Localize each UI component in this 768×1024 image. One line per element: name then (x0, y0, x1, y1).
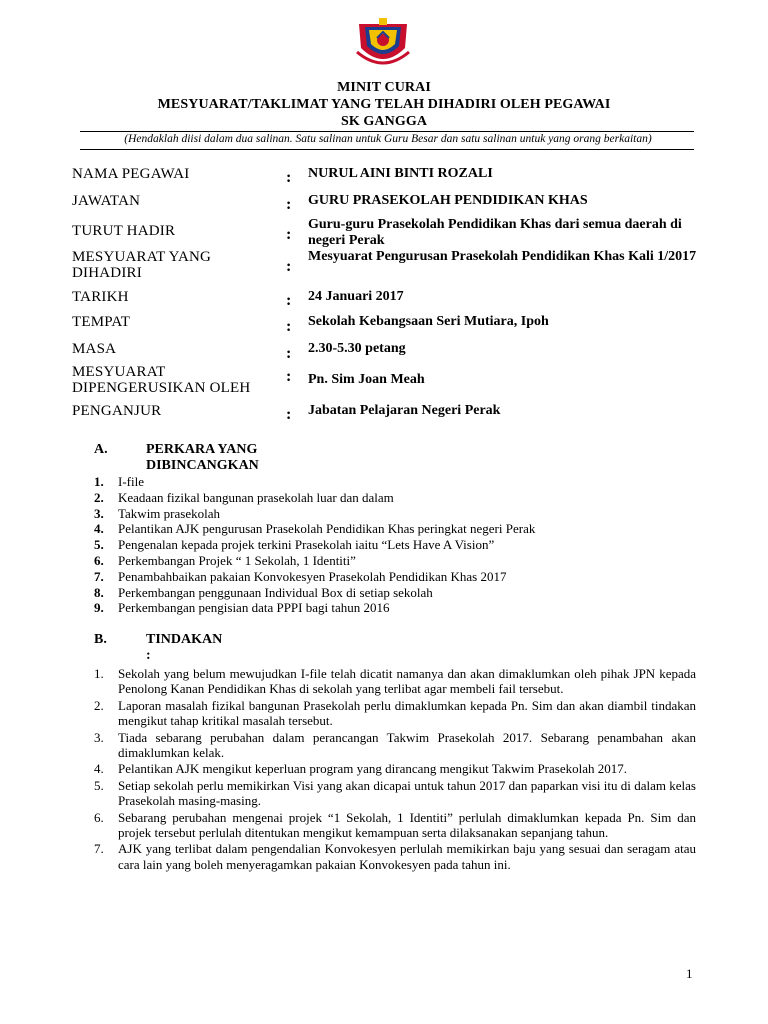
divider (80, 131, 694, 132)
item-text: Pengenalan kepada projek terkini Prasekolah iaitu “Lets Have A Vision” (118, 537, 495, 553)
item-number: 2. (94, 489, 104, 505)
list-item (94, 600, 704, 616)
item-text: Perkembangan Projek “ 1 Sekolah, 1 Identiti” (118, 552, 356, 568)
item-text: I-file (118, 474, 144, 489)
item-text: Perkembangan pengisian data PPPI bagi tahun 2016 (118, 600, 390, 616)
ministry-crest-logo (355, 18, 411, 70)
item-text: Sekolah yang belum mewujudkan I-file telah dicatit namanya dan akan dimaklumkan oleh pihak JPN kepada Penolong Kanan Pendidikan Khas di sekolah yang terlibat agar membeli fail tersebut. (118, 666, 696, 697)
info-label: TURUT HADIR (72, 223, 176, 239)
section-title: PERKARA YANG DIBINCANGKAN (146, 442, 259, 473)
doc-title: MINIT CURAI (337, 80, 431, 95)
info-label: MESYUARAT YANG DIHADIRI (72, 249, 212, 281)
item-number: 1. (94, 666, 104, 681)
item-number: 5. (94, 537, 104, 553)
doc-subtitle: MESYUARAT/TAKLIMAT YANG TELAH DIHADIRI OLEH PEGAWAI (157, 97, 611, 112)
info-label: MESYUARAT DIPENGERUSIKAN OLEH (72, 364, 251, 396)
info-value: GURU PRASEKOLAH PENDIDIKAN KHAS (308, 193, 588, 208)
list-item (94, 810, 696, 841)
item-number: 7. (94, 568, 104, 584)
item-text: Tiada sebarang perubahan dalam perancangan Takwim Prasekolah 2017. Sebarang penambahan akan dimaklumkan kelak. (118, 729, 696, 761)
item-number: 5. (94, 777, 104, 793)
list-item (94, 585, 704, 601)
item-text: Takwim prasekolah (118, 505, 220, 521)
item-text: AJK yang terlibat dalam pengendalian Konvokesyen perlulah memikirkan baju yang sesuai dan seragam atau cara lain yang boleh menyeragamkan pakaian Konvokesyen pada tahun ini. (118, 841, 696, 872)
info-label: MASA (72, 341, 117, 357)
section-title: TINDAKAN : (146, 632, 223, 663)
item-number: 4. (94, 761, 104, 777)
divider (80, 149, 694, 150)
info-colon: : (286, 258, 292, 275)
info-value: Sekolah Kebangsaan Seri Mutiara, Ipoh (308, 314, 549, 329)
info-colon: : (286, 368, 292, 385)
info-colon: : (286, 196, 292, 213)
section-b-list (94, 666, 696, 873)
info-value: 2.30-5.30 petang (308, 341, 406, 356)
info-label: PENGANJUR (72, 403, 162, 419)
info-value: Pn. Sim Joan Meah (308, 372, 425, 387)
list-item (94, 490, 704, 506)
list-item (94, 666, 696, 697)
instruction-note: (Hendaklah diisi dalam dua salinan. Satu salinan untuk Guru Besar dan satu salinan untuk yang orang berkaitan) (124, 133, 652, 145)
item-number: 3. (94, 729, 104, 745)
info-value: Guru-guru Prasekolah Pendidikan Khas dari semua daerah di negeri Perak (308, 217, 682, 248)
item-number: 2. (94, 697, 104, 713)
info-label: TEMPAT (72, 314, 131, 330)
item-number: 6. (94, 552, 104, 568)
info-value: Jabatan Pelajaran Negeri Perak (308, 403, 501, 418)
list-item (94, 698, 696, 729)
list-item (94, 841, 696, 872)
list-item (94, 474, 704, 490)
item-number: 1. (94, 474, 104, 489)
school-name: SK GANGGA (340, 114, 428, 129)
info-value: Mesyuarat Pengurusan Prasekolah Pendidikan Khas Kali 1/2017 (308, 249, 697, 264)
item-text: Laporan masalah fizikal bangunan Prasekolah perlu dimaklumkan kepada Pn. Sim dan akan diambil tindakan mengikut tahap kritikal masalah tersebut. (118, 697, 696, 729)
info-colon: : (286, 345, 292, 362)
item-number: 6. (94, 809, 104, 825)
info-label: TARIKH (72, 289, 129, 305)
section-a-list (94, 474, 704, 616)
item-number: 8. (94, 584, 104, 600)
item-number: 3. (94, 505, 104, 521)
info-colon: : (286, 226, 292, 243)
item-number: 9. (94, 600, 104, 616)
list-item (94, 778, 696, 809)
info-label: NAMA PEGAWAI (72, 166, 190, 182)
item-text: Penambahbaikan pakaian Konvokesyen Prasekolah Pendidikan Khas 2017 (118, 568, 507, 584)
info-colon: : (286, 406, 292, 423)
item-text: Keadaan fizikal bangunan prasekolah luar dan dalam (118, 489, 394, 505)
item-number: 7. (94, 841, 104, 857)
info-colon: : (286, 169, 292, 186)
page-number: 1 (686, 966, 693, 981)
section-letter: A. (94, 442, 108, 457)
list-item (94, 506, 704, 522)
section-letter: B. (94, 632, 107, 647)
list-item (94, 569, 704, 585)
item-text: Sebarang perubahan mengenai projek “1 Sekolah, 1 Identiti” perlulah dimaklumkan kepada Pn. Sim dan projek tersebut perlulah ditentukan mengikut kemampuan serta dilaksanakan sepanjang tahun. (118, 809, 696, 841)
list-item (94, 537, 704, 553)
info-colon: : (286, 292, 292, 309)
info-value: NURUL AINI BINTI ROZALI (308, 166, 493, 181)
info-colon: : (286, 318, 292, 335)
list-item (94, 521, 704, 537)
item-text: Pelantikan AJK mengikut keperluan program yang dirancang mengikut Takwim Prasekolah 2017. (118, 761, 627, 777)
info-value: 24 Januari 2017 (308, 289, 404, 304)
item-text: Setiap sekolah perlu memikirkan Visi yang akan dicapai untuk tahun 2017 dan paparkan visi itu di dalam kelas Prasekolah masing-masing. (118, 777, 696, 809)
list-item (94, 553, 704, 569)
list-item (94, 730, 696, 761)
item-number: 4. (94, 521, 104, 537)
list-item (94, 761, 696, 776)
item-text: Pelantikan AJK pengurusan Prasekolah Pendidikan Khas peringkat negeri Perak (118, 521, 536, 537)
item-text: Perkembangan penggunaan Individual Box di setiap sekolah (118, 584, 433, 600)
info-label: JAWATAN (72, 193, 141, 209)
